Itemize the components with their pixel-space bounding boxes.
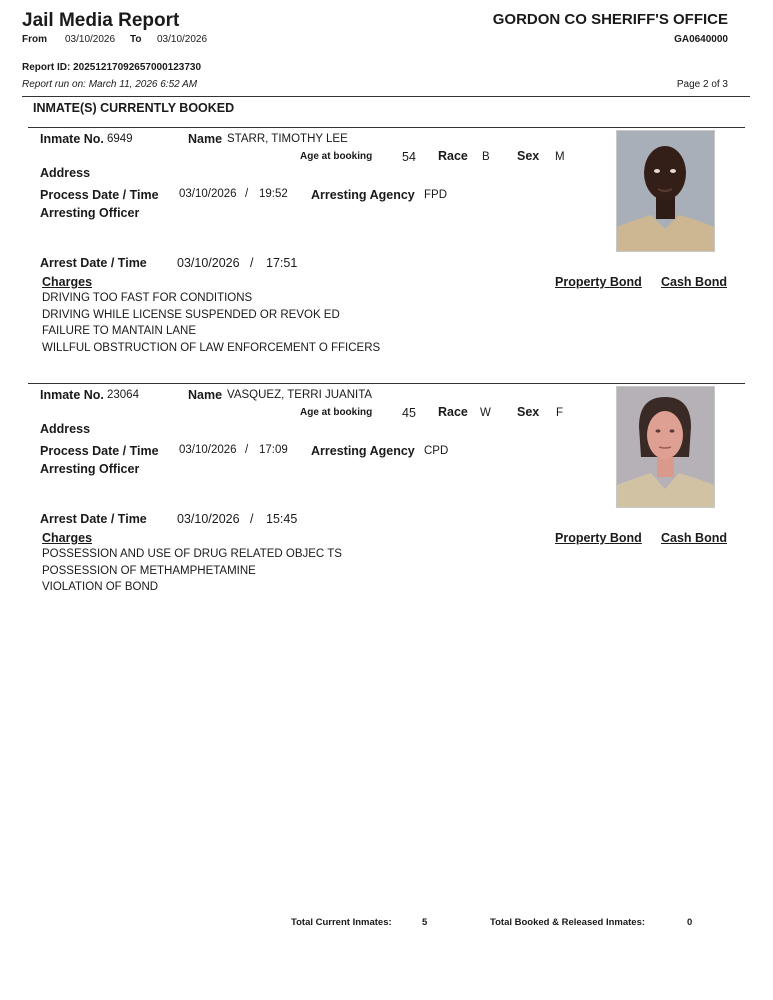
inmate-no-label: Inmate No.: [40, 132, 104, 146]
charge-item: WILLFUL OBSTRUCTION OF LAW ENFORCEMENT O FFICERS: [42, 342, 381, 354]
race-value: W: [480, 407, 491, 419]
report-id: Report ID: 20251217092657000123730: [22, 62, 202, 73]
inmate-name: STARR, TIMOTHY LEE: [227, 133, 348, 145]
age-label: Age at booking: [300, 407, 373, 418]
total-booked-released-label: Total Booked & Released Inmates:: [490, 917, 646, 928]
arrest-date: 03/10/2026: [177, 256, 240, 270]
age-value: 54: [402, 150, 416, 164]
race-label: Race: [438, 149, 468, 163]
charge-item: DRIVING WHILE LICENSE SUSPENDED OR REVOK ED: [42, 309, 340, 321]
agency-ori: GA0640000: [674, 34, 728, 45]
age-label: Age at booking: [300, 151, 373, 162]
to-date: 03/10/2026: [157, 34, 208, 45]
process-date: 03/10/2026: [179, 188, 237, 200]
inmate-divider-2: [28, 383, 745, 384]
arrest-time: 17:51: [266, 256, 298, 270]
name-label: Name: [188, 132, 223, 146]
arresting-agency-value: CPD: [424, 445, 449, 457]
sex-value: F: [556, 407, 564, 419]
race-label: Race: [438, 405, 468, 419]
inmate-name: VASQUEZ, TERRI JUANITA: [227, 389, 373, 401]
age-value: 45: [402, 406, 416, 420]
date-time-separator: /: [245, 444, 249, 456]
process-date: 03/10/2026: [179, 444, 237, 456]
cash-bond-label: Cash Bond: [661, 275, 727, 289]
arresting-agency-label: Arresting Agency: [311, 444, 415, 458]
total-current-label: Total Current Inmates:: [291, 917, 392, 928]
process-time: 19:52: [259, 188, 288, 200]
header-divider: [22, 96, 750, 97]
report-run-on: Report run on: March 11, 2026 6:52 AM: [22, 79, 198, 90]
arresting-officer-label: Arresting Officer: [40, 462, 140, 476]
inmate-no-label: Inmate No.: [40, 388, 104, 402]
agency-name: GORDON CO SHERIFF'S OFFICE: [492, 11, 728, 28]
address-label: Address: [40, 422, 91, 436]
total-current-value: 5: [422, 917, 428, 928]
cash-bond-label: Cash Bond: [661, 531, 727, 545]
arresting-agency-label: Arresting Agency: [311, 188, 415, 202]
sex-value: M: [555, 151, 565, 163]
charges-label: Charges: [42, 531, 93, 545]
page-number: Page 2 of 3: [676, 79, 728, 90]
total-booked-released-value: 0: [687, 917, 693, 928]
date-time-separator: /: [250, 256, 254, 270]
to-label: To: [130, 34, 142, 45]
inmate-no-value: 6949: [107, 133, 133, 145]
arrest-time: 15:45: [266, 512, 298, 526]
address-label: Address: [40, 166, 91, 180]
charge-item: VIOLATION OF BOND: [42, 581, 159, 593]
charge-item: POSSESSION OF METHAMPHETAMINE: [42, 565, 256, 577]
from-label: From: [22, 34, 47, 45]
mugshot-photo: [616, 386, 715, 508]
race-value: B: [482, 151, 490, 163]
report-title: Jail Media Report: [22, 10, 180, 31]
inmate-divider-1: [28, 127, 745, 128]
sex-label: Sex: [517, 405, 540, 419]
from-date: 03/10/2026: [65, 34, 116, 45]
process-date-label: Process Date / Time: [40, 188, 159, 202]
arrest-date-label: Arrest Date / Time: [40, 256, 147, 270]
inmate-no-value: 23064: [107, 389, 139, 401]
name-label: Name: [188, 388, 223, 402]
arresting-officer-label: Arresting Officer: [40, 206, 140, 220]
charge-item: POSSESSION AND USE OF DRUG RELATED OBJEC TS: [42, 548, 342, 560]
charges-label: Charges: [42, 275, 93, 289]
sex-label: Sex: [517, 149, 540, 163]
arrest-date-label: Arrest Date / Time: [40, 512, 147, 526]
process-time: 17:09: [259, 444, 288, 456]
process-date-label: Process Date / Time: [40, 444, 159, 458]
arresting-agency-value: FPD: [424, 189, 447, 201]
charge-item: FAILURE TO MANTAIN LANE: [42, 325, 197, 337]
property-bond-label: Property Bond: [555, 275, 642, 289]
mugshot-photo: [616, 130, 715, 252]
section-title: INMATE(S) CURRENTLY BOOKED: [33, 101, 235, 115]
property-bond-label: Property Bond: [555, 531, 642, 545]
arrest-date: 03/10/2026: [177, 512, 240, 526]
charge-item: DRIVING TOO FAST FOR CONDITIONS: [42, 292, 253, 304]
date-time-separator: /: [250, 512, 254, 526]
date-time-separator: /: [245, 188, 249, 200]
